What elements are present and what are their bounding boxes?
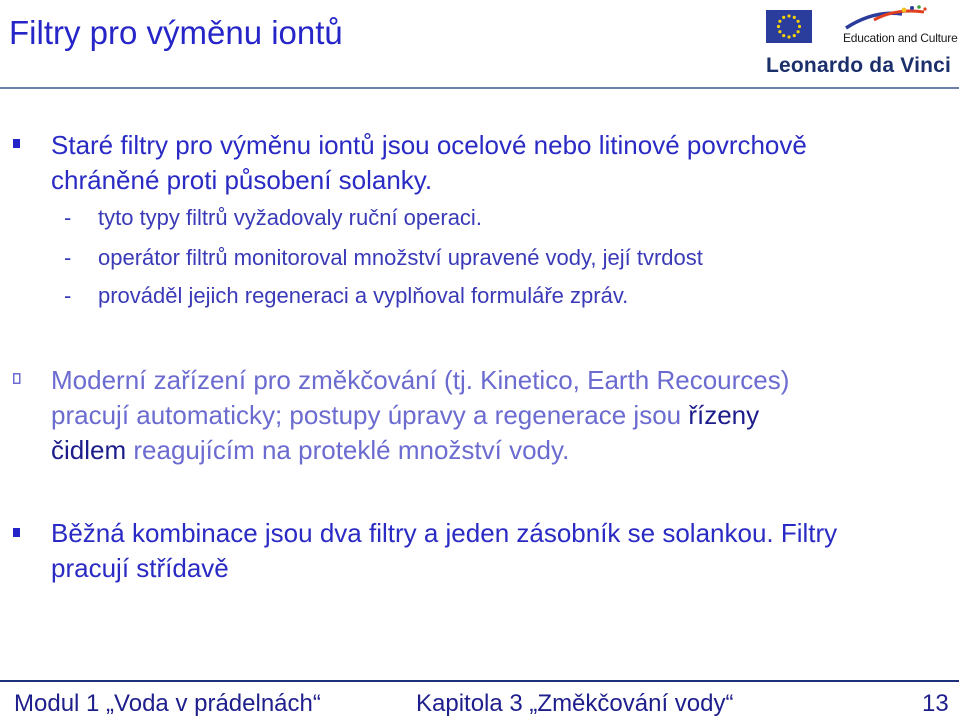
leonardo-da-vinci-label: Leonardo da Vinci: [766, 54, 952, 77]
bullet-2-line-2: [51, 400, 759, 431]
footer-page-number: 13: [922, 690, 949, 717]
slide-title: Filtry pro výměnu iontů: [9, 14, 343, 51]
subitem-text: operátor filtrů monitoroval množství upravené vody, její tvrdost: [98, 245, 703, 270]
leonardo-da-vinci-logo: [766, 4, 956, 84]
subitem-text: tyto typy filtrů vyžadovaly ruční operaci.: [98, 205, 482, 230]
bullet-1-line-2: chráněné proti působení solanky.: [51, 165, 433, 195]
footer-chapter: Kapitola 3 „Změkčování vody“: [416, 690, 734, 717]
bullet-marker-outline: [13, 373, 21, 385]
subitem-2: [64, 245, 703, 271]
logo-swoosh-icon: [844, 4, 930, 32]
bullet-2-emphasis-rizeny: řízeny: [688, 400, 760, 430]
eu-flag-icon: [766, 10, 812, 43]
subitem-3: [64, 283, 628, 309]
bullet-2-line-2-text: pracují automaticky; postupy úpravy a regenerace jsou: [51, 400, 689, 430]
header-divider: [0, 87, 959, 89]
bullet-marker: [13, 139, 20, 148]
bullet-1-line-1: Staré filtry pro výměnu iontů jsou ocelové nebo litinové povrchově: [51, 130, 807, 160]
bullet-2-emphasis-cidlem: čidlem: [51, 435, 127, 465]
bullet-2-line-3-text: reagujícím na proteklé množství vody.: [126, 435, 570, 465]
bullet-3-line-2: pracují střídavě: [51, 553, 229, 583]
bullet-2-line-3: [51, 435, 569, 466]
subitem-text: prováděl jejich regeneraci a vyplňoval formuláře zpráv.: [98, 283, 629, 308]
subitem-dash: -: [64, 283, 72, 308]
footer-module: Modul 1 „Voda v prádelnách“: [14, 690, 321, 717]
bullet-2-line-1: Moderní zařízení pro změkčování (tj. Kinetico, Earth Recources): [51, 365, 790, 395]
subitem-1: [64, 205, 482, 231]
subitem-dash: -: [64, 245, 72, 270]
footer-divider: [0, 680, 959, 682]
bullet-3-line-1: Běžná kombinace jsou dva filtry a jeden zásobník se solankou. Filtry: [51, 518, 838, 548]
bullet-marker: [13, 528, 20, 537]
education-culture-label: Education and Culture: [843, 31, 958, 45]
subitem-dash: -: [64, 205, 72, 230]
